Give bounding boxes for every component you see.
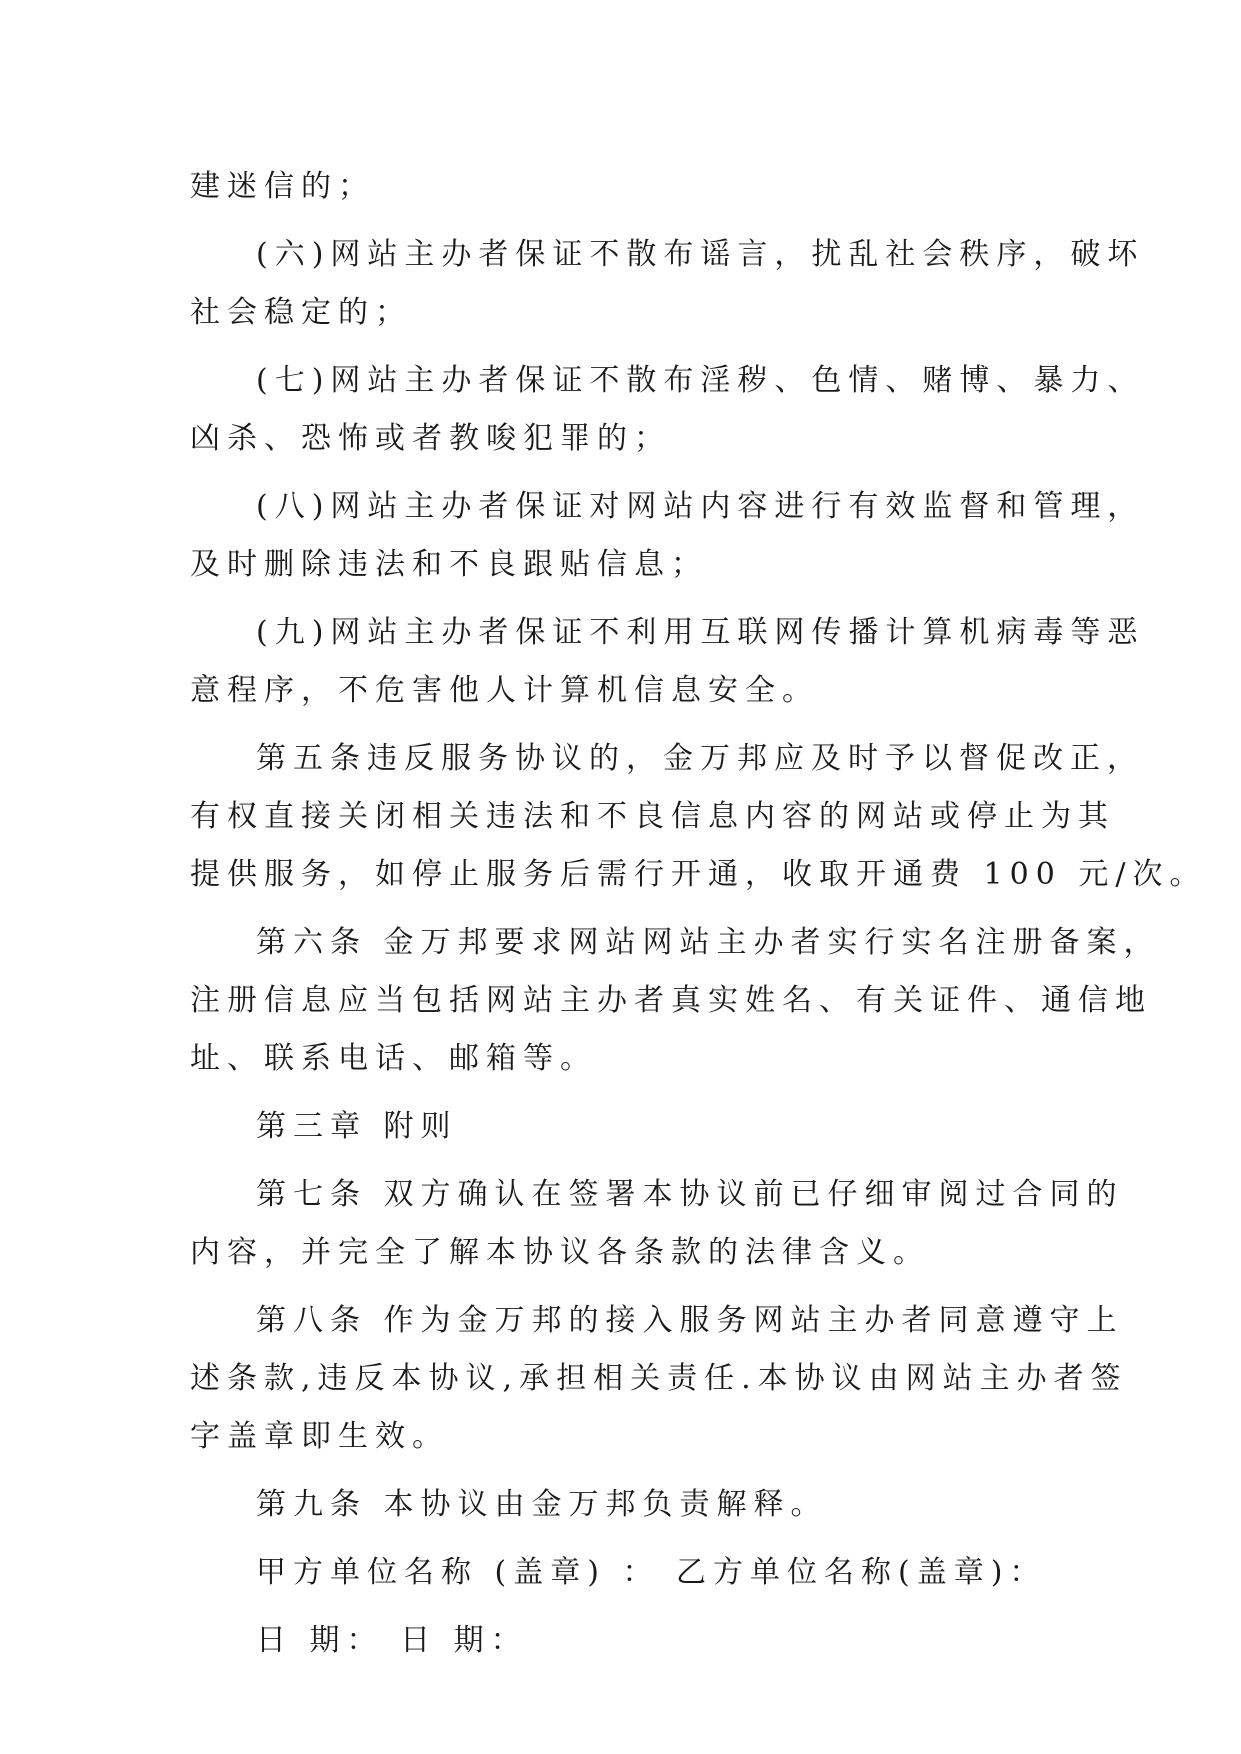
article-five-line-2: 有权直接关闭相关违法和不良信息内容的网站或停止为其 bbox=[190, 799, 1115, 834]
signature-party-names: 甲方单位名称 (盖章) ： 乙方单位名称(盖章)： bbox=[256, 1555, 1047, 1590]
article-nine-line: 第九条 本协议由金万邦负责解释。 bbox=[256, 1487, 828, 1522]
clause-eight-line-2: 及时删除违法和不良跟贴信息； bbox=[190, 547, 708, 582]
article-seven-line-2: 内容，并完全了解本协议各条款的法律含义。 bbox=[190, 1235, 930, 1270]
signature-dates: 日 期： 日 期： bbox=[256, 1623, 528, 1658]
article-six-line-2: 注册信息应当包括网站主办者真实姓名、有关证件、通信地 bbox=[190, 983, 1152, 1018]
clause-eight-line-1: (八)网站主办者保证对网站内容进行有效监督和管理， bbox=[256, 489, 1145, 524]
chapter-three-heading: 第三章 附则 bbox=[256, 1109, 458, 1144]
article-eight-line-3: 字盖章即生效。 bbox=[190, 1419, 449, 1454]
clause-seven-line-1: (七)网站主办者保证不散布淫秽、色情、赌博、暴力、 bbox=[256, 363, 1145, 398]
article-six-line-1: 第六条 金万邦要求网站网站主办者实行实名注册备案， bbox=[256, 925, 1161, 960]
paragraph-line: 建迷信的； bbox=[190, 169, 375, 204]
document-body bbox=[190, 158, 1207, 1670]
article-five-line-1: 第五条违反服务协议的，金万邦应及时予以督促改正， bbox=[256, 741, 1144, 776]
clause-seven-line-2: 凶杀、恐怖或者教唆犯罪的； bbox=[190, 421, 671, 456]
article-six-line-3: 址、联系电话、邮箱等。 bbox=[190, 1041, 597, 1076]
article-five-line-3: 提供服务，如停止服务后需行开通，收取开通费 100 元/次。 bbox=[190, 857, 1207, 892]
article-eight-line-1: 第八条 作为金万邦的接入服务网站主办者同意遵守上 bbox=[256, 1303, 1124, 1338]
clause-nine-line-1: (九)网站主办者保证不利用互联网传播计算机病毒等恶 bbox=[256, 615, 1145, 650]
article-eight-line-2: 述条款,违反本协议,承担相关责任.本协议由网站主办者签 bbox=[190, 1361, 1128, 1396]
clause-six-line-2: 社会稳定的； bbox=[190, 295, 412, 330]
article-seven-line-1: 第七条 双方确认在签署本协议前已仔细审阅过合同的 bbox=[256, 1177, 1124, 1212]
clause-six-line-1: (六)网站主办者保证不散布谣言，扰乱社会秩序，破坏 bbox=[256, 237, 1145, 272]
clause-nine-line-2: 意程序，不危害他人计算机信息安全。 bbox=[190, 673, 819, 708]
